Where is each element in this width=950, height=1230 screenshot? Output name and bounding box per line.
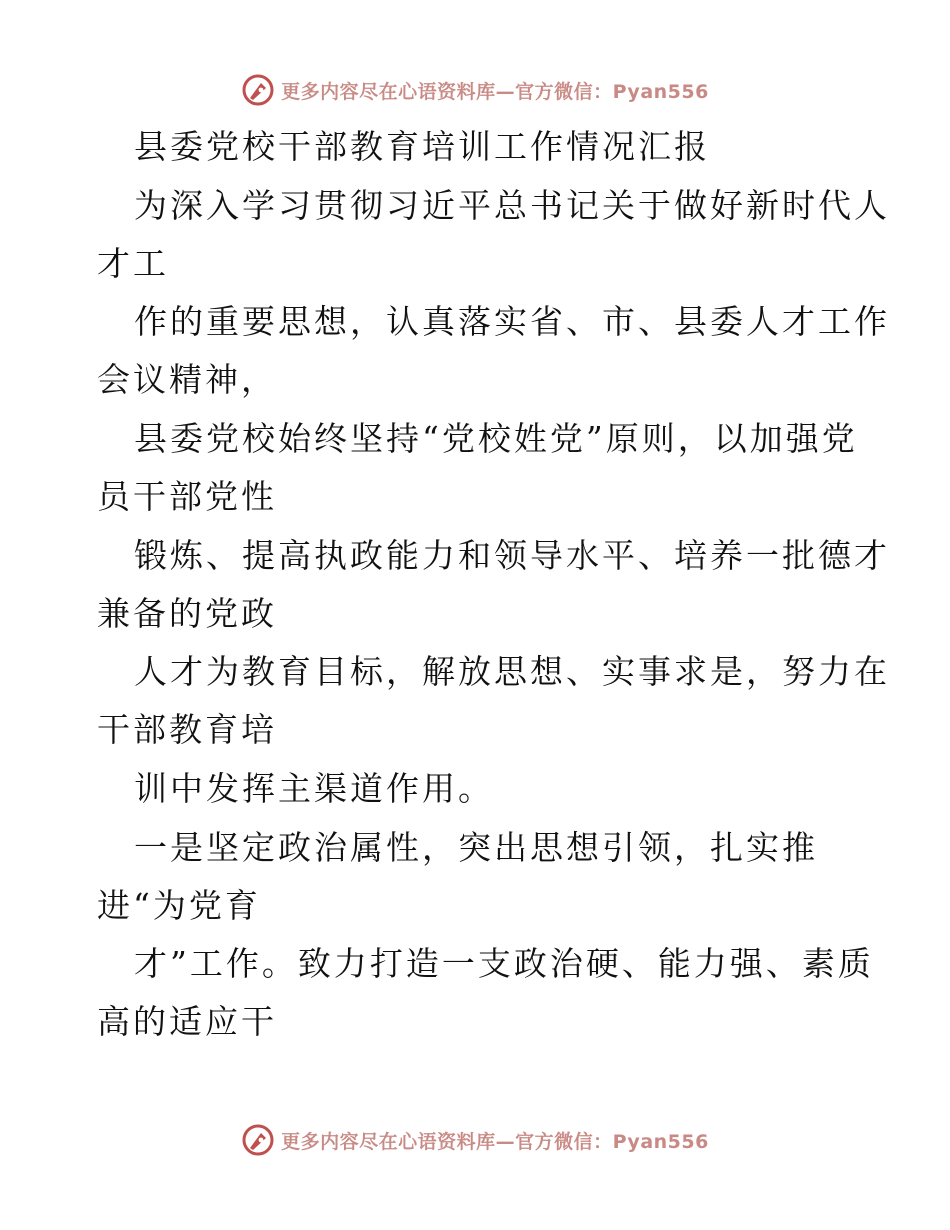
document-title: 县委党校干部教育培训工作情况汇报 (134, 127, 710, 166)
text-line: 高的适应干 (97, 1002, 277, 1041)
text-line: 兼备的党政 (97, 594, 277, 633)
text-line: 作的重要思想，认真落实省、市、县委人才工作 (134, 302, 890, 341)
text-line: 人才为教育目标，解放思想、实事求是，努力在 (134, 652, 890, 691)
text-line: 训中发挥主渠道作用。 (134, 769, 494, 808)
text-line: 县委党校始终坚持“党校姓党”原则，以加强党 (134, 419, 858, 458)
text-line: 员干部党性 (97, 477, 277, 516)
text-line: 才”工作。致力打造一支政治硬、能力强、素质 (134, 944, 874, 983)
text-line: 干部教育培 (97, 710, 277, 749)
text-line: 为深入学习贯彻习近平总书记关于做好新时代人 (134, 186, 890, 225)
text-line: 进“为党育 (97, 886, 261, 925)
text-line: 锻炼、提高执政能力和领导水平、培养一批德才 (134, 536, 890, 575)
watermark-text: 更多内容尽在心语资料库—官方微信：Pyan556 (281, 1130, 709, 1153)
pen-nib-logo-icon (241, 1123, 275, 1157)
text-line: 一是坚定政治属性，突出思想引领，扎实推 (134, 828, 818, 867)
text-line: 才工 (97, 244, 169, 283)
text-line: 会议精神， (97, 360, 277, 399)
watermark-text: 更多内容尽在心语资料库—官方微信：Pyan556 (281, 80, 709, 103)
pen-nib-logo-icon (241, 73, 275, 107)
footer-watermark (0, 1120, 950, 1160)
header-watermark (0, 70, 950, 110)
